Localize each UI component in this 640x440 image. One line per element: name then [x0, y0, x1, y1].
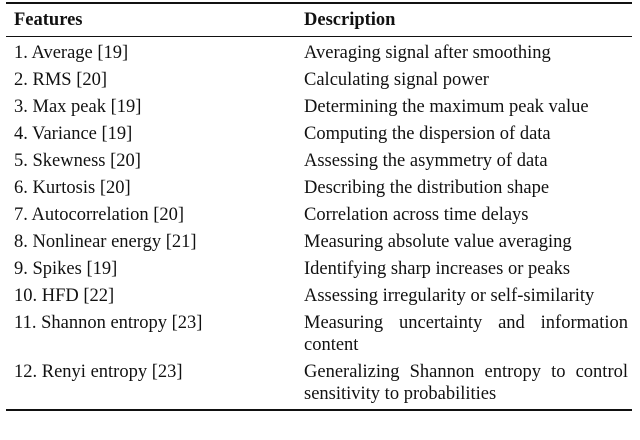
description-cell: Determining the maximum peak value	[304, 97, 589, 117]
description-cell: Computing the dispersion of data	[304, 124, 551, 144]
table-row	[6, 229, 632, 256]
table-header	[6, 4, 632, 36]
feature-cell: 1. Average [19]	[14, 43, 129, 63]
description-cell: Generalizing Shannon entropy to control sensitivity to probabilities	[304, 362, 628, 404]
table-row	[6, 37, 632, 67]
table-row	[6, 94, 632, 121]
table-row	[6, 359, 632, 409]
feature-cell: 8. Nonlinear energy [21]	[14, 232, 197, 252]
table-row	[6, 148, 632, 175]
description-cell: Calculating signal power	[304, 70, 489, 90]
table-row	[6, 175, 632, 202]
feature-cell: 3. Max peak [19]	[14, 97, 142, 117]
description-cell: Assessing the asymmetry of data	[304, 151, 548, 171]
table-row	[6, 256, 632, 283]
description-cell: Describing the distribution shape	[304, 178, 550, 198]
feature-cell: 5. Skewness [20]	[14, 151, 141, 171]
table-row	[6, 283, 632, 310]
header-row	[6, 4, 632, 36]
table-row	[6, 202, 632, 229]
table-row	[6, 310, 632, 359]
table-row	[6, 67, 632, 94]
description-cell: Assessing irregularity or self-similarity	[304, 286, 595, 306]
description-cell: Averaging signal after smoothing	[304, 43, 551, 63]
feature-cell: 2. RMS [20]	[14, 70, 108, 90]
feature-cell: 10. HFD [22]	[14, 286, 115, 306]
feature-cell: 6. Kurtosis [20]	[14, 178, 131, 198]
table-row	[6, 121, 632, 148]
table-bottom-rule	[6, 409, 632, 411]
description-cell: Correlation across time delays	[304, 205, 529, 225]
features-table-body	[6, 37, 632, 409]
feature-cell: 12. Renyi entropy [23]	[14, 362, 183, 382]
features-table	[6, 4, 632, 36]
feature-cell: 4. Variance [19]	[14, 124, 133, 144]
description-cell: Measuring absolute value averaging	[304, 232, 572, 252]
feature-cell: 11. Shannon entropy [23]	[14, 313, 203, 333]
feature-cell: 9. Spikes [19]	[14, 259, 118, 279]
header-features: Features	[14, 10, 83, 30]
description-cell: Identifying sharp increases or peaks	[304, 259, 571, 279]
features-table-container	[6, 2, 632, 411]
feature-cell: 7. Autocorrelation [20]	[14, 205, 185, 225]
header-description: Description	[304, 10, 396, 30]
description-cell: Measuring uncertainty and information content	[304, 313, 628, 355]
